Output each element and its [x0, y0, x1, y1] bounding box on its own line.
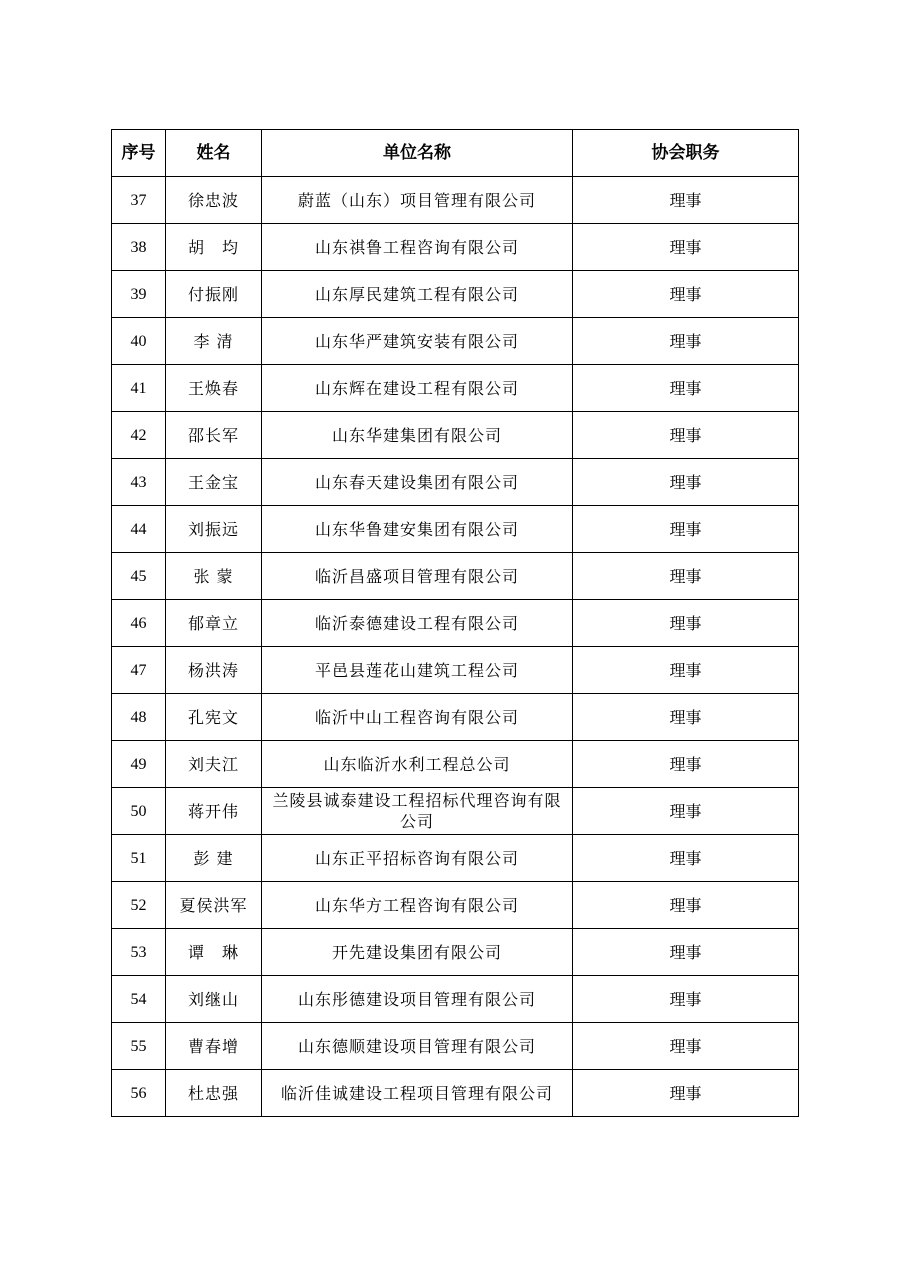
row-organization: 山东春天建设集团有限公司 [262, 459, 573, 506]
row-name: 胡 均 [166, 224, 262, 271]
table-row [112, 647, 799, 694]
row-serial-number: 43 [112, 459, 166, 506]
row-name: 付振刚 [166, 271, 262, 318]
row-organization: 山东华方工程咨询有限公司 [262, 882, 573, 929]
table-row [112, 835, 799, 882]
table-row [112, 929, 799, 976]
row-organization: 蔚蓝（山东）项目管理有限公司 [262, 177, 573, 224]
table-row [112, 271, 799, 318]
header-association-role: 协会职务 [573, 130, 799, 177]
table-row [112, 694, 799, 741]
row-role: 理事 [573, 788, 799, 835]
row-organization: 山东临沂水利工程总公司 [262, 741, 573, 788]
row-name: 杜忠强 [166, 1070, 262, 1117]
row-serial-number: 40 [112, 318, 166, 365]
row-serial-number: 37 [112, 177, 166, 224]
table-row [112, 1023, 799, 1070]
row-serial-number: 54 [112, 976, 166, 1023]
row-name: 李 清 [166, 318, 262, 365]
table-row [112, 318, 799, 365]
row-role: 理事 [573, 835, 799, 882]
row-organization: 兰陵县诚泰建设工程招标代理咨询有限公司 [262, 788, 573, 835]
row-organization: 平邑县莲花山建筑工程公司 [262, 647, 573, 694]
header-name: 姓名 [166, 130, 262, 177]
row-name: 王焕春 [166, 365, 262, 412]
row-serial-number: 52 [112, 882, 166, 929]
row-organization: 山东华建集团有限公司 [262, 412, 573, 459]
row-name: 谭 琳 [166, 929, 262, 976]
row-serial-number: 51 [112, 835, 166, 882]
row-serial-number: 56 [112, 1070, 166, 1117]
table-row [112, 600, 799, 647]
row-organization: 山东德顺建设项目管理有限公司 [262, 1023, 573, 1070]
row-serial-number: 44 [112, 506, 166, 553]
table-row [112, 882, 799, 929]
row-role: 理事 [573, 882, 799, 929]
row-role: 理事 [573, 412, 799, 459]
row-serial-number: 50 [112, 788, 166, 835]
row-role: 理事 [573, 929, 799, 976]
row-serial-number: 46 [112, 600, 166, 647]
member-roster-table [111, 129, 799, 1117]
row-role: 理事 [573, 177, 799, 224]
row-organization: 山东辉在建设工程有限公司 [262, 365, 573, 412]
table-row [112, 459, 799, 506]
row-organization: 山东彤德建设项目管理有限公司 [262, 976, 573, 1023]
table-row [112, 365, 799, 412]
row-organization: 临沂昌盛项目管理有限公司 [262, 553, 573, 600]
row-role: 理事 [573, 741, 799, 788]
row-name: 刘夫江 [166, 741, 262, 788]
header-serial-number: 序号 [112, 130, 166, 177]
row-serial-number: 48 [112, 694, 166, 741]
row-serial-number: 47 [112, 647, 166, 694]
row-name: 王金宝 [166, 459, 262, 506]
row-role: 理事 [573, 600, 799, 647]
row-role: 理事 [573, 553, 799, 600]
row-role: 理事 [573, 1023, 799, 1070]
row-name: 杨洪涛 [166, 647, 262, 694]
row-role: 理事 [573, 365, 799, 412]
row-role: 理事 [573, 459, 799, 506]
row-name: 邵长军 [166, 412, 262, 459]
row-name: 夏侯洪军 [166, 882, 262, 929]
row-organization: 山东华鲁建安集团有限公司 [262, 506, 573, 553]
table-row [112, 741, 799, 788]
row-name: 孔宪文 [166, 694, 262, 741]
row-role: 理事 [573, 224, 799, 271]
row-serial-number: 41 [112, 365, 166, 412]
row-name: 曹春增 [166, 1023, 262, 1070]
row-name: 张 蒙 [166, 553, 262, 600]
table-header-row [112, 130, 799, 177]
row-role: 理事 [573, 647, 799, 694]
row-name: 徐忠波 [166, 177, 262, 224]
row-organization: 山东祺鲁工程咨询有限公司 [262, 224, 573, 271]
row-organization: 山东正平招标咨询有限公司 [262, 835, 573, 882]
table-row [112, 788, 799, 835]
row-name: 郁章立 [166, 600, 262, 647]
row-organization: 临沂泰德建设工程有限公司 [262, 600, 573, 647]
row-role: 理事 [573, 506, 799, 553]
row-role: 理事 [573, 271, 799, 318]
table-row [112, 224, 799, 271]
row-name: 彭 建 [166, 835, 262, 882]
table-row [112, 976, 799, 1023]
table-row [112, 412, 799, 459]
row-role: 理事 [573, 1070, 799, 1117]
header-organization: 单位名称 [262, 130, 573, 177]
table-row [112, 1070, 799, 1117]
row-serial-number: 49 [112, 741, 166, 788]
row-name: 蒋开伟 [166, 788, 262, 835]
row-serial-number: 42 [112, 412, 166, 459]
row-serial-number: 55 [112, 1023, 166, 1070]
row-serial-number: 53 [112, 929, 166, 976]
table-row [112, 553, 799, 600]
row-role: 理事 [573, 976, 799, 1023]
row-organization: 临沂中山工程咨询有限公司 [262, 694, 573, 741]
row-organization: 山东厚民建筑工程有限公司 [262, 271, 573, 318]
row-name: 刘振远 [166, 506, 262, 553]
row-serial-number: 39 [112, 271, 166, 318]
row-serial-number: 38 [112, 224, 166, 271]
row-role: 理事 [573, 318, 799, 365]
row-organization: 开先建设集团有限公司 [262, 929, 573, 976]
row-name: 刘继山 [166, 976, 262, 1023]
row-role: 理事 [573, 694, 799, 741]
row-organization: 临沂佳诚建设工程项目管理有限公司 [262, 1070, 573, 1117]
table-row [112, 177, 799, 224]
table-row [112, 506, 799, 553]
row-organization: 山东华严建筑安装有限公司 [262, 318, 573, 365]
row-serial-number: 45 [112, 553, 166, 600]
